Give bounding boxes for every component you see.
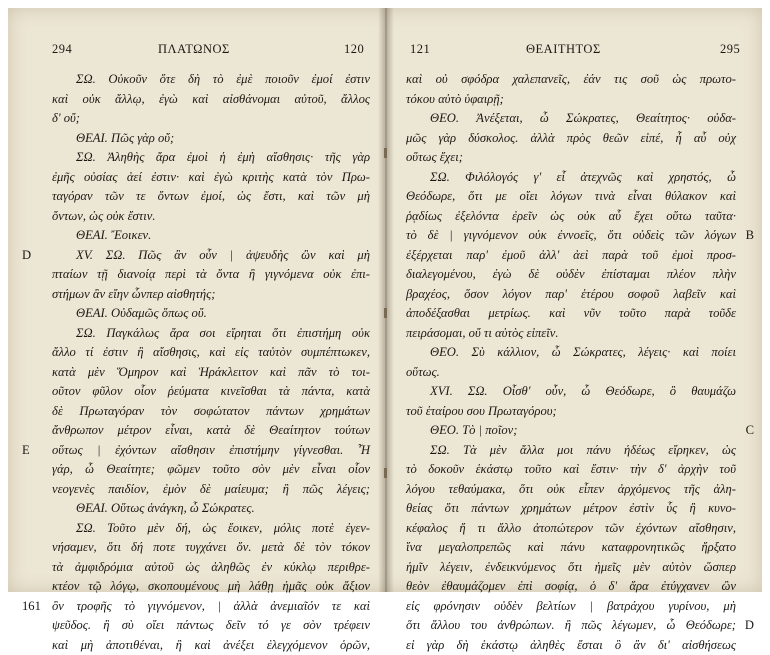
- text-line-content: ΣΩ. Τὰ μὲν ἄλλα μοι πάνυ ἡδέως εἴρηκεν, ὡς: [430, 443, 736, 457]
- text-line: [52, 265, 370, 285]
- text-line-content: ΘΕΟ. Τὸ | ποῖον;: [430, 423, 517, 437]
- text-line: [406, 616, 736, 636]
- text-line-content: δὲ Πρωταγόραν τὸν σοφώτατον πάντων χρημάτων: [52, 404, 370, 418]
- text-line-content: θεὸν ἐθαυμάζομεν ἐπὶ σοφίᾳ, ὁ δ' ἄρα ἐτύγχανεν ὢν: [406, 579, 736, 593]
- text-line-content: οὕτως.: [406, 365, 440, 379]
- text-line: [406, 421, 736, 441]
- right-page: [386, 8, 762, 592]
- text-line-content: ὂν τροφῆς τὸ γιγνόμενον, | ἀλλὰ ἀνεμιαῖόν τε καὶ: [52, 599, 370, 613]
- text-line: [406, 363, 736, 383]
- text-line-content: οὕτως | ἐχόντων αἴσθησιν ἐπιστήμην γίγνεσθαι. Ἦ: [52, 443, 370, 457]
- left-section-number: 120: [344, 42, 364, 57]
- text-line: [406, 382, 736, 402]
- text-line: [406, 304, 736, 324]
- text-line: [406, 499, 736, 519]
- text-line-content: κατὰ μὲν Ὅμηρον καὶ Ἡράκλειτον καὶ πᾶν τὸ τοι-: [52, 365, 370, 379]
- text-line: [406, 558, 736, 578]
- text-line-content: νήσαμεν, ὅτι δή ποτε τυγχάνει ὄν. μετὰ δὲ τὸν τόκον: [52, 540, 370, 554]
- margin-reference: D: [22, 246, 31, 266]
- text-line-content: ψεῦδος. ἢ σὺ οἴει πάντως δεῖν τό γε σὸν τρέφειν: [52, 618, 370, 632]
- text-line-content: ΣΩ. Φιλόλογός γ' εἶ ἀτεχνῶς καὶ χρηστός, ὦ: [430, 170, 736, 184]
- text-line: [406, 129, 736, 149]
- text-line-content: ΣΩ. Τοῦτο μὲν δή, ὡς ἔοικεν, μόλις ποτὲ ἐγεν-: [76, 521, 370, 535]
- text-line-content: καὶ οὐκ ἄλλῳ, ἐγὼ καὶ αἰσθάνομαι αὐτοῦ, ἄλλος: [52, 92, 370, 106]
- text-line-content: καὶ μὴ ἀποτιθέναι, ἢ καὶ ἀνέξει ἐλεγχόμενον ὁρῶν,: [52, 638, 370, 652]
- left-page: [8, 8, 384, 592]
- text-line: [406, 636, 736, 655]
- left-page-text: [52, 70, 370, 655]
- text-line-content: εἰς φρόνησιν οὐδὲν βελτίων | βατράχου γυρίνου, μὴ: [406, 599, 736, 613]
- text-line: [52, 207, 370, 227]
- text-line: [52, 285, 370, 305]
- text-line: [52, 324, 370, 344]
- right-page-number: 295: [720, 42, 740, 57]
- text-line: [406, 109, 736, 129]
- text-line-content: ΣΩ. Ἀληθὴς ἄρα ἐμοὶ ἡ ἐμὴ αἴσθησις· τῆς γὰρ: [76, 150, 370, 164]
- margin-reference: 161: [22, 597, 41, 617]
- text-line: [406, 265, 736, 285]
- text-line-content: τὰ ἀμφιδρόμια αὐτοῦ ὡς ἀληθῶς ἐν κύκλῳ περιθρε-: [52, 560, 370, 574]
- text-line-content: στήμων ἂν εἴην ὧνπερ αἰσθητής;: [52, 287, 215, 301]
- text-line: [52, 343, 370, 363]
- text-line-content: νεογενὲς παιδίον, ἐμὸν δὲ μαίευμα; ἢ πῶς λέγεις;: [52, 482, 370, 496]
- text-line-content: λόγου τεθαύμακα, ὅτι οὐκ εἶπεν ἀρχόμενος τῆς ἀλη-: [406, 482, 736, 496]
- text-line: [406, 90, 736, 110]
- book-spread: [8, 8, 762, 592]
- text-line-content: καὶ οὐ σφόδρα χαλεπανεῖς, ἐάν τις σοῦ ὡς πρωτο-: [406, 72, 736, 86]
- text-line-content: ὄντων, ὡς οὐκ ἔστιν.: [52, 209, 156, 223]
- margin-reference: E: [22, 441, 30, 461]
- text-line: [52, 577, 370, 597]
- left-page-number: 294: [52, 42, 72, 57]
- text-line-content: ΣΩ. Παγκάλως ἄρα σοι εἴρηται ὅτι ἐπιστήμη οὐκ: [76, 326, 370, 340]
- margin-reference: D: [745, 616, 754, 636]
- text-line: [406, 480, 736, 500]
- margin-reference: B: [746, 226, 754, 246]
- text-line: [406, 519, 736, 539]
- text-line: [52, 421, 370, 441]
- text-line: [52, 363, 370, 383]
- text-line-content: εἰ γὰρ δὴ ἑκάστῳ ἀληθὲς ἔσται ὃ ἂν δι' αἰσθήσεως: [406, 638, 736, 652]
- text-line: [52, 148, 370, 168]
- text-line: [406, 187, 736, 207]
- text-line: [406, 285, 736, 305]
- text-line: [52, 382, 370, 402]
- text-line: [52, 616, 370, 636]
- text-line: [406, 324, 736, 344]
- text-line: [52, 70, 370, 90]
- text-line: [52, 168, 370, 188]
- text-line: [52, 226, 370, 246]
- text-line: [52, 441, 370, 461]
- text-line: [406, 207, 736, 227]
- text-line-content: κέφαλος ἤ τι ἄλλο ἀτοπώτερον τῶν ἐχόντων αἴσθησιν,: [406, 521, 736, 535]
- text-line-content: ταγόραν τῶν τε ὄντων ἐμοί, ὡς ἔστι, καὶ τῶν μὴ: [52, 189, 370, 203]
- text-line-content: ΘΕΟ. Ἀνέξεται, ὦ Σώκρατες, Θεαίτητος· οὐδα-: [430, 111, 736, 125]
- text-line-content: πταίων τῇ διανοίᾳ περὶ τὰ ὄντα ἢ γιγνόμενα οὐκ ἐπι-: [52, 267, 370, 281]
- text-line: [406, 577, 736, 597]
- text-line-content: ἐμῆς οὐσίας ἀεί ἐστιν· καὶ ἐγὼ κριτὴς κατὰ τὸν Πρω-: [52, 170, 370, 184]
- text-line: [406, 343, 736, 363]
- text-line-content: ΘΕΟ. Σὺ κάλλιον, ὦ Σώκρατες, λέγεις· καὶ ποίει: [430, 345, 736, 359]
- text-line: [52, 558, 370, 578]
- text-line: [406, 441, 736, 461]
- text-line-content: τὸ δοκοῦν ἑκάστῳ τοῦτο καὶ ἔστιν· τὴν δ' ἀρχὴν τοῦ: [406, 462, 736, 476]
- text-line-content: ἄνθρωπον μέτρον εἶναι, κατὰ δὲ Θεαίτητον τούτων: [52, 423, 370, 437]
- text-line-content: τὸ δὲ | γιγνόμενον οὐκ ἐννοεῖς, ὅτι οὐδεὶς τῶν λόγων: [406, 228, 736, 242]
- text-line-content: πειράσομαι, οὔ τι αὐτὸς εἰπεῖν.: [406, 326, 558, 340]
- text-line-content: διαλεγομένου, ἐγὼ δὲ οὐδὲν ἐπίσταμαι πλέον πλὴν: [406, 267, 736, 281]
- text-line-content: γάρ, ὦ Θεαίτητε; φῶμεν τοῦτο σὸν μὲν εἶναι οἷον: [52, 462, 370, 476]
- text-line-content: ἐξέρχεται παρ' ἐμοῦ ἀλλ' ἀεὶ παρὰ τοῦ ἐμοὶ προσ-: [406, 248, 736, 262]
- text-line-content: ΘΕΑΙ. Ἔοικεν.: [76, 228, 151, 242]
- text-line: [406, 538, 736, 558]
- text-line: [406, 597, 736, 617]
- text-line: [52, 519, 370, 539]
- text-line-content: ΘΕΑΙ. Οὕτως ἀνάγκη, ὦ Σώκρατες.: [76, 501, 255, 515]
- text-line-content: ὅτι ἄλλου του ἀνθρώπων. ἢ πῶς λέγωμεν, ὦ Θεόδωρε;: [406, 618, 736, 632]
- text-line-content: ΘΕΑΙ. Πῶς γὰρ οὔ;: [76, 131, 174, 145]
- text-line: [52, 129, 370, 149]
- text-line: [52, 246, 370, 266]
- text-line: [406, 226, 736, 246]
- text-line-content: ἀποδέξασθαι μετρίως. καὶ νῦν τοῦτο παρὰ τοῦδε: [406, 306, 736, 320]
- text-line-content: ΘΕΑΙ. Οὐδαμῶς ὅπως οὔ.: [76, 306, 207, 320]
- text-line-content: ῥᾳδίως ἐξελόντα ἐρεῖν ὡς οὐκ αὖ ἔχει οὕτω ταῦτα·: [406, 209, 736, 223]
- text-line: [52, 460, 370, 480]
- text-line: [52, 480, 370, 500]
- text-line-content: ἵνα μεγαλοπρεπῶς καὶ πάνυ καταφρονητικῶς ἤρξατο: [406, 540, 736, 554]
- right-page-text: [406, 70, 736, 655]
- text-line-content: ΣΩ. Οὐκοῦν ὅτε δὴ τὸ ἐμὲ ποιοῦν ἐμοί ἐστιν: [76, 72, 370, 86]
- text-line: [52, 402, 370, 422]
- text-line: [52, 187, 370, 207]
- text-line: [406, 148, 736, 168]
- text-line-content: Θεόδωρε, ὅτι με οἴει λόγων τινὰ εἶναι θύλακον καὶ: [406, 189, 736, 203]
- text-line: [52, 636, 370, 655]
- text-line-content: ἄλλο τί ἐστιν ἢ αἴσθησις, καὶ εἰς ταὐτὸν συμπέπτωκεν,: [52, 345, 370, 359]
- text-line-content: XV. ΣΩ. Πῶς ἂν οὖν | ἀψευδὴς ὢν καὶ μὴ: [76, 248, 370, 262]
- text-line: [52, 538, 370, 558]
- text-line: [52, 304, 370, 324]
- text-line: [52, 90, 370, 110]
- text-line-content: ἡμῖν λέγειν, ἐνδεικνύμενος ὅτι ἡμεῖς μὲν αὐτὸν ὥσπερ: [406, 560, 736, 574]
- text-line: [406, 402, 736, 422]
- text-line-content: XVI. ΣΩ. Οἶσθ' οὖν, ὦ Θεόδωρε, ὃ θαυμάζω: [430, 384, 736, 398]
- text-line: [52, 109, 370, 129]
- right-running-title: ΘΕΑΙΤΗΤΟΣ: [526, 42, 601, 57]
- text-line: [406, 168, 736, 188]
- text-line: [52, 597, 370, 617]
- text-line-content: θείας ὅτι πάντων χρημάτων μέτρον ἐστὶν ὗς ἢ κυνο-: [406, 501, 736, 515]
- text-line-content: οῦτον φῦλον οἷον ῥεύματα κινεῖσθαι τὰ πάντα, κατὰ: [52, 384, 370, 398]
- right-section-number: 121: [410, 42, 430, 57]
- text-line-content: κτέον τῷ λόγῳ, σκοπουμένους μὴ λάθῃ ἡμᾶς οὐκ ἄξιον: [52, 579, 370, 593]
- text-line-content: δ' οὔ;: [52, 111, 80, 125]
- text-line: [406, 460, 736, 480]
- text-line-content: βραχέος, ὅσον λόγον παρ' ἑτέρου σοφοῦ λαβεῖν καὶ: [406, 287, 736, 301]
- text-line: [52, 499, 370, 519]
- text-line-content: τοῦ ἑταίρου σου Πρωταγόρου;: [406, 404, 557, 418]
- text-line-content: οὕτως ἔχει;: [406, 150, 463, 164]
- text-line-content: τόκου αὐτὸ ὑφαιρῇ;: [406, 92, 504, 106]
- margin-reference: C: [746, 421, 754, 441]
- text-line: [406, 246, 736, 266]
- left-running-title: ΠΛΑΤΩΝΟΣ: [158, 42, 230, 57]
- text-line: [406, 70, 736, 90]
- text-line-content: μῶς γὰρ δύσκολος. ἀλλὰ πρὸς θεῶν εἰπέ, ἦ αὖ οὐχ: [406, 131, 736, 145]
